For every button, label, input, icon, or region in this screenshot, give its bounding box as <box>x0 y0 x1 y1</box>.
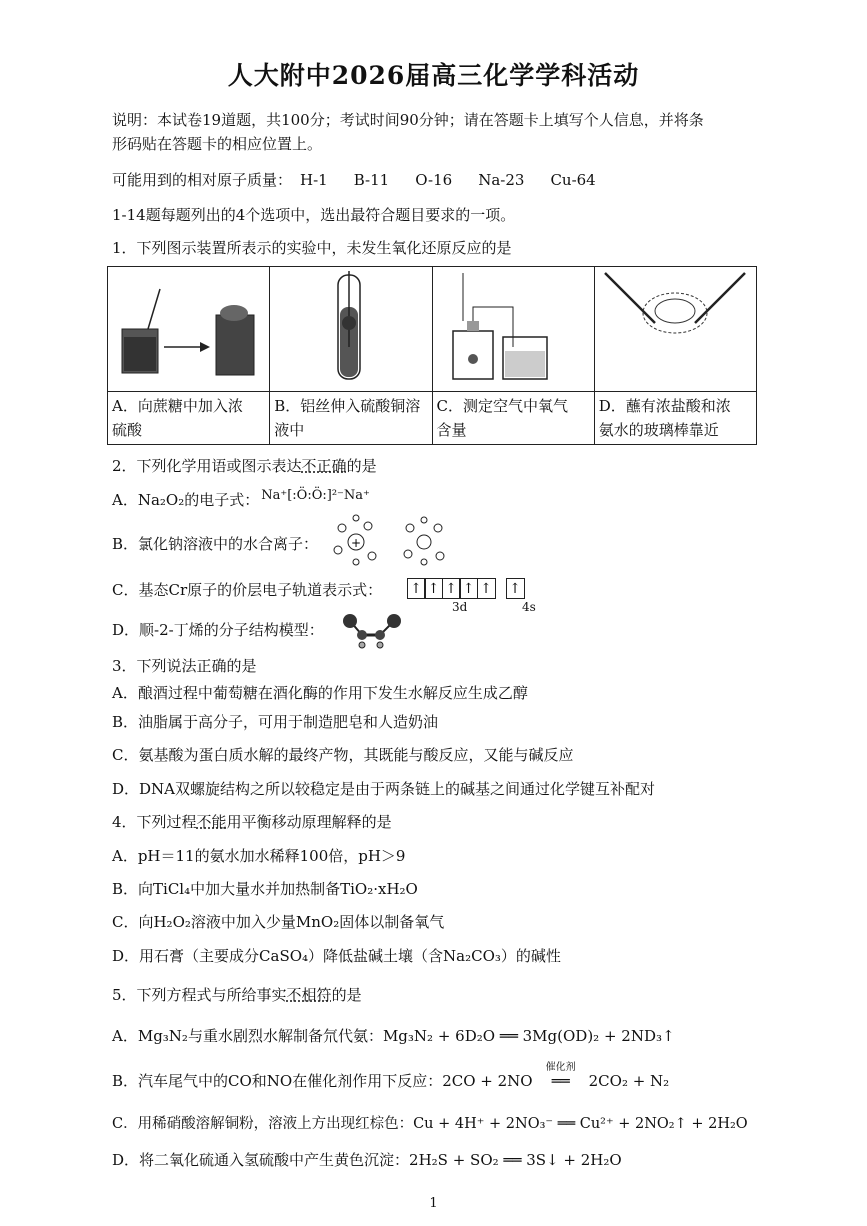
q3-option-c[interactable]: C．氨基酸为蛋白质水解的最终产物，其既能与酸反应，又能与碱反应 <box>112 746 574 764</box>
q5-stem-part-b: 的是 <box>331 986 362 1004</box>
label-4s: 4s <box>522 600 536 614</box>
atomic-mass-label: 可能用到的相对原子质量： <box>112 171 293 189</box>
q1-option-a[interactable] <box>108 392 270 445</box>
q3-stem: 3．下列说法正确的是 <box>112 657 257 675</box>
q2-option-c-label: C．基态Cr原子的价层电子轨道表示式： <box>112 581 383 599</box>
q2-option-b-label: B．氯化钠溶液中的水合离子： <box>112 535 319 553</box>
q1-option-d-line2: 氨水的玻璃棒靠近 <box>598 421 719 439</box>
q1-stem: 1．下列图示装置所表示的实验中，未发生氧化还原反应的是 <box>112 239 512 257</box>
q2-stem-emphasis: 不正确 <box>301 457 347 475</box>
q1-figure-b <box>270 267 432 392</box>
q5-option-d[interactable]: D．将二氧化硫通入氢硫酸中产生黄色沉淀：2H₂S + SO₂ ══ 3S↓ + 2H₂O <box>112 1151 622 1169</box>
q2-option-d[interactable] <box>112 620 324 640</box>
orbital-3d-3: ↑ <box>442 578 461 599</box>
q1-option-c-line2: 含量 <box>436 421 467 439</box>
sugar-acid-illustration <box>108 267 268 391</box>
q5-stem <box>112 985 362 1005</box>
q1-figure-d <box>594 267 756 392</box>
q2-option-a-label: A．Na₂O₂的电子式： <box>112 491 260 509</box>
page-title: 人大附中2026届高三化学学科活动 <box>227 61 640 90</box>
svg-text:+: + <box>351 536 362 550</box>
q4-option-c[interactable]: C．向H₂O₂溶液中加入少量MnO₂固体以制备氧气 <box>112 913 445 931</box>
orbital-3d-2: ↑ <box>424 578 443 599</box>
label-3d: 3d <box>452 600 468 614</box>
q1-option-b-line1: B．铝丝伸入硫酸铜溶 <box>274 397 421 415</box>
q2-option-d-label: D．顺-2-丁烯的分子结构模型： <box>112 621 324 639</box>
q4-stem-part-a: 4．下列过程 <box>112 813 197 831</box>
q4-option-b[interactable]: B．向TiCl₄中加大量水并加热制备TiO₂·xH₂O <box>112 880 418 898</box>
intro-line-1: 说明：本试卷19道题，共100分；考试时间90分钟；请在答题卡上填写个人信息，并将条 <box>112 111 704 129</box>
q3-option-a[interactable]: A．酿酒过程中葡萄糖在酒化酶的作用下发生水解反应生成乙醇 <box>112 684 528 702</box>
orbital-3d-1: ↑ <box>407 578 426 599</box>
q2-option-a[interactable] <box>112 490 370 512</box>
q5-option-a[interactable]: A．Mg₃N₂与重水剧烈水解制备氘代氨：Mg₃N₂ + 6D₂O ══ 3Mg(OD)₂ + 2ND₃↑ <box>112 1027 675 1045</box>
q5-option-b-products: 2CO₂ + N₂ <box>588 1072 670 1090</box>
q2-option-c[interactable] <box>112 580 382 600</box>
q5-stem-emphasis: 不相符 <box>286 986 332 1004</box>
q1-option-b[interactable] <box>270 392 432 445</box>
butene-molecule-model <box>338 607 408 649</box>
q1-figure-table <box>107 266 757 445</box>
q1-option-d-line1: D．蘸有浓盐酸和浓 <box>598 397 731 415</box>
hydrated-ions-illustration <box>328 512 448 568</box>
catalyst-arrow: 催化剂 ══ <box>537 1071 585 1091</box>
test-tube-illustration <box>270 267 430 391</box>
q5-option-c[interactable]: C．用稀硝酸溶解铜粉，溶液上方出现红棕色：Cu + 4H⁺ + 2NO₃⁻ ══ Cu²⁺ + 2NO₂↑ + 2H₂O <box>112 1116 748 1132</box>
q1-option-c-line1: C．测定空气中氧气 <box>436 397 568 415</box>
q3-option-d[interactable]: D．DNA双螺旋结构之所以较稳定是由于两条链上的碱基之间通过化学键互补配对 <box>112 780 656 798</box>
atomic-mass-line <box>112 170 596 190</box>
q5-option-b-text: B．汽车尾气中的CO和NO在催化剂作用下反应：2CO + 2NO <box>112 1072 533 1090</box>
q2-option-b[interactable] <box>112 534 318 554</box>
q3-option-b[interactable]: B．油脂属于高分子，可用于制造肥皂和人造奶油 <box>112 713 439 731</box>
q4-option-a[interactable]: A．pH＝11的氨水加水稀释100倍，pH＞9 <box>112 847 406 865</box>
mass-b: B-11 <box>353 171 390 189</box>
q1-option-c[interactable] <box>432 392 594 445</box>
intro-line-2: 形码贴在答题卡的相应位置上。 <box>112 135 323 153</box>
glass-rods-illustration <box>595 267 755 391</box>
q4-stem-part-b: 用平衡移动原理解释的是 <box>226 813 392 831</box>
instruction-line: 1-14题每题列出的4个选项中，选出最符合题目要求的一项。 <box>112 206 516 224</box>
q5-option-b[interactable] <box>112 1062 670 1091</box>
q1-option-a-line1: A．向蔗糖中加入浓 <box>112 397 243 415</box>
orbital-4s: ↑ <box>506 578 525 599</box>
q2-stem-part-a: 2．下列化学用语或图示表达 <box>112 457 302 475</box>
q2-stem <box>112 456 377 476</box>
cr-orbital-diagram <box>408 578 536 614</box>
mass-o: O-16 <box>415 171 453 189</box>
q1-option-b-line2: 液中 <box>274 421 305 439</box>
mass-h: H-1 <box>300 171 328 189</box>
q1-figure-c <box>432 267 594 392</box>
page-number: 1 <box>429 1196 438 1211</box>
catalyst-condition: 催化剂 <box>545 1062 576 1073</box>
q4-stem-emphasis: 不能 <box>196 813 227 831</box>
mass-cu: Cu-64 <box>550 171 596 189</box>
q1-figure-a <box>108 267 270 392</box>
q2-stem-part-b: 的是 <box>346 457 377 475</box>
orbital-3d-4: ↑ <box>459 578 478 599</box>
q4-stem <box>112 812 392 832</box>
q4-option-d[interactable]: D．用石膏（主要成分CaSO₄）降低盐碱土壤（含Na₂CO₃）的碱性 <box>112 947 561 965</box>
q1-option-d[interactable] <box>594 392 756 445</box>
q5-stem-part-a: 5．下列方程式与所给事实 <box>112 986 287 1004</box>
q1-option-a-line2: 硫酸 <box>112 421 143 439</box>
mass-na: Na-23 <box>478 171 525 189</box>
na2o2-electron-formula: Na⁺[:Ö:Ö:]²⁻Na⁺ <box>261 488 370 503</box>
oxygen-measure-illustration <box>433 267 593 391</box>
orbital-3d-5: ↑ <box>477 578 496 599</box>
